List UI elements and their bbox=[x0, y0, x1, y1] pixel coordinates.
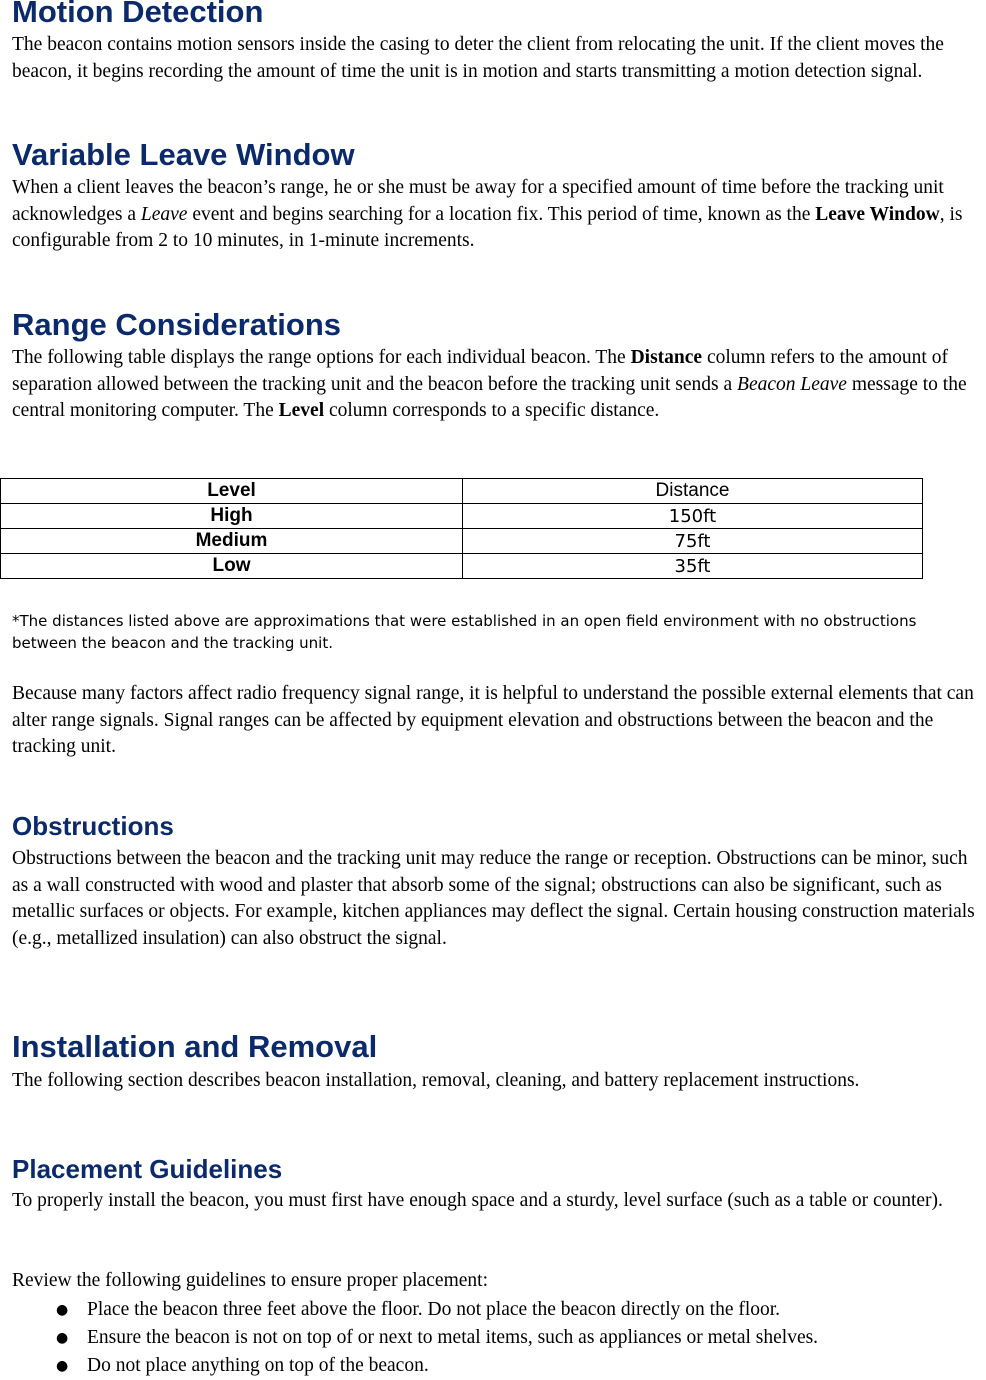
leave-emphasis: Leave bbox=[140, 203, 188, 225]
range-text-3: message to the central monitoring computer. The bbox=[12, 373, 967, 421]
range-text-2: column refers to the amount of separation allowed between the tracking unit and the beacon before the tracking unit sends a bbox=[12, 347, 948, 395]
list-item-text: Do not place anything on top of the beacon. bbox=[87, 1355, 429, 1376]
variable-leave-window-paragraph bbox=[12, 175, 986, 255]
list-item-text: Place the beacon three feet above the floor. Do not place the beacon directly on the floor. bbox=[87, 1299, 781, 1320]
variable-leave-window-heading: Variable Leave Window bbox=[12, 137, 355, 172]
beacon-leave-emphasis: Beacon Leave bbox=[737, 373, 847, 395]
distance-cell: 35ft bbox=[463, 554, 923, 579]
bullet-icon: ● bbox=[56, 1358, 69, 1374]
range-text-4: column corresponds to a specific distance. bbox=[324, 400, 660, 421]
obstructions-paragraph: Obstructions between the beacon and the tracking unit may reduce the range or reception. Obstructions can be minor, such as a wall constructed with wood and plaster that absorb some of the signal; obstructions can also be significant, such as metallic surfaces or objects. For example, kitchen appliances may deflect the signal. Certain housing construction materials (e.g., metallized insulation) can also obstruct the signal. bbox=[12, 848, 975, 949]
motion-detection-paragraph: The beacon contains motion sensors inside the casing to deter the client from relocating the unit. If the client moves the beacon, it begins recording the amount of time the unit is in motion and starts transmitting a motion detection signal. bbox=[12, 34, 944, 82]
table-header-row bbox=[1, 479, 923, 504]
bullet-icon: ● bbox=[56, 1302, 69, 1318]
list-item-text: Ensure the beacon is not on top of or next to metal items, such as appliances or metal shelves. bbox=[87, 1327, 819, 1348]
signal-factors-paragraph: Because many factors affect radio frequency signal range, it is helpful to understand the possible external elements that can alter range signals. Signal ranges can be affected by equipment elevation and obstructions between the beacon and the tracking unit. bbox=[12, 683, 974, 757]
review-guidelines-text: Review the following guidelines to ensure proper placement: bbox=[12, 1270, 488, 1291]
level-column-header: Level bbox=[1, 479, 463, 504]
distance-cell: 150ft bbox=[463, 504, 923, 529]
distance-footnote: *The distances listed above are approximations that were established in an open field environment with no obstructions between the beacon and the tracking unit. bbox=[12, 612, 917, 652]
distance-cell: 75ft bbox=[463, 529, 923, 554]
level-strong: Level bbox=[278, 400, 325, 421]
table-row bbox=[1, 554, 923, 579]
obstructions-heading: Obstructions bbox=[12, 811, 174, 841]
installation-removal-paragraph: The following section describes beacon installation, removal, cleaning, and battery replacement instructions. bbox=[12, 1070, 860, 1091]
range-text-1: The following table displays the range options for each individual beacon. The bbox=[12, 347, 631, 368]
level-cell: Low bbox=[1, 554, 463, 579]
range-considerations-heading: Range Considerations bbox=[12, 307, 341, 342]
leave-text-2: event and begins searching for a location fix. This period of time, known as the bbox=[187, 203, 816, 225]
list-item bbox=[12, 1296, 818, 1324]
bullet-icon: ● bbox=[56, 1330, 69, 1346]
list-item bbox=[12, 1324, 818, 1352]
level-cell: High bbox=[1, 504, 463, 529]
list-item bbox=[12, 1352, 818, 1380]
leave-window-strong: Leave Window bbox=[815, 203, 940, 225]
range-considerations-paragraph bbox=[12, 345, 986, 425]
placement-guidelines-heading: Placement Guidelines bbox=[12, 1154, 283, 1184]
leave-text-3: , is configurable from 2 to 10 minutes, in 1-minute increments. bbox=[12, 203, 963, 251]
distance-strong: Distance bbox=[630, 347, 703, 368]
placement-guidelines-paragraph: To properly install the beacon, you must first have enough space and a sturdy, level surface (such as a table or counter). bbox=[12, 1190, 943, 1211]
range-table bbox=[0, 478, 923, 579]
level-cell: Medium bbox=[1, 529, 463, 554]
table-row bbox=[1, 504, 923, 529]
installation-removal-heading: Installation and Removal bbox=[12, 1029, 378, 1064]
distance-column-header: Distance bbox=[463, 479, 923, 504]
motion-detection-heading: Motion Detection bbox=[12, 0, 264, 29]
table-row bbox=[1, 529, 923, 554]
placement-guidelines-list bbox=[12, 1296, 818, 1380]
leave-text-1: When a client leaves the beacon’s range, he or she must be away for a specified amount of time before the tracking unit acknowledges a bbox=[12, 177, 944, 225]
